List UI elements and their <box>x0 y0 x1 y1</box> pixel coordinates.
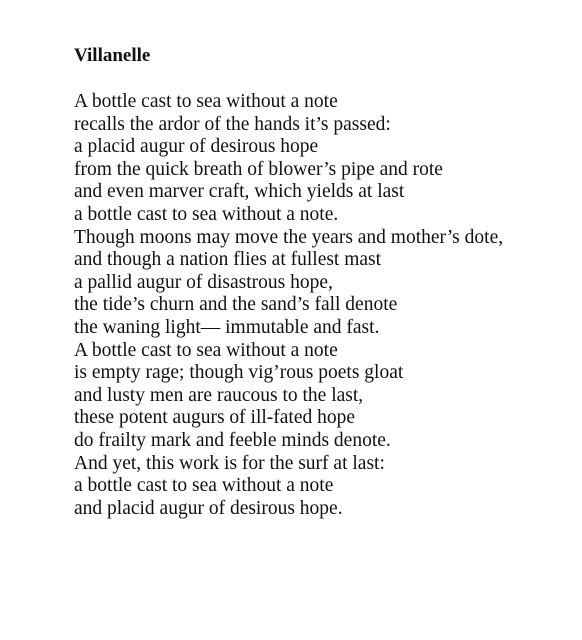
poem-line: is empty rage; though vig’rous poets gloat <box>74 362 404 384</box>
poem-line: the tide’s churn and the sand’s fall denote <box>74 294 398 316</box>
poem-line: and lusty men are raucous to the last, <box>74 384 364 406</box>
poem-line: and placid augur of desirous hope. <box>74 497 343 519</box>
poem-line: from the quick breath of blower’s pipe and rote <box>74 158 443 180</box>
poem-line: Though moons may move the years and mother’s dote, <box>74 226 504 248</box>
poem-line: And yet, this work is for the surf at last: <box>74 452 385 474</box>
poem-line: a pallid augur of disastrous hope, <box>74 271 333 293</box>
poem-line: do frailty mark and feeble minds denote. <box>74 429 391 451</box>
poem-line: recalls the ardor of the hands it’s passed: <box>74 113 391 135</box>
poem-line: a placid augur of desirous hope <box>74 136 319 158</box>
poem-line: and even marver craft, which yields at last <box>74 181 405 203</box>
poem-title: Villanelle <box>74 45 151 66</box>
poem-line: these potent augurs of ill-fated hope <box>74 407 356 429</box>
poem-body <box>74 91 503 520</box>
poem-line: a bottle cast to sea without a note. <box>74 203 339 225</box>
poem-line: and though a nation flies at fullest mast <box>74 249 382 271</box>
poem-line: A bottle cast to sea without a note <box>74 91 338 112</box>
poem-line: the waning light— immutable and fast. <box>74 316 380 338</box>
poem-line: A bottle cast to sea without a note <box>74 339 338 361</box>
poem-line: a bottle cast to sea without a note <box>74 475 334 497</box>
